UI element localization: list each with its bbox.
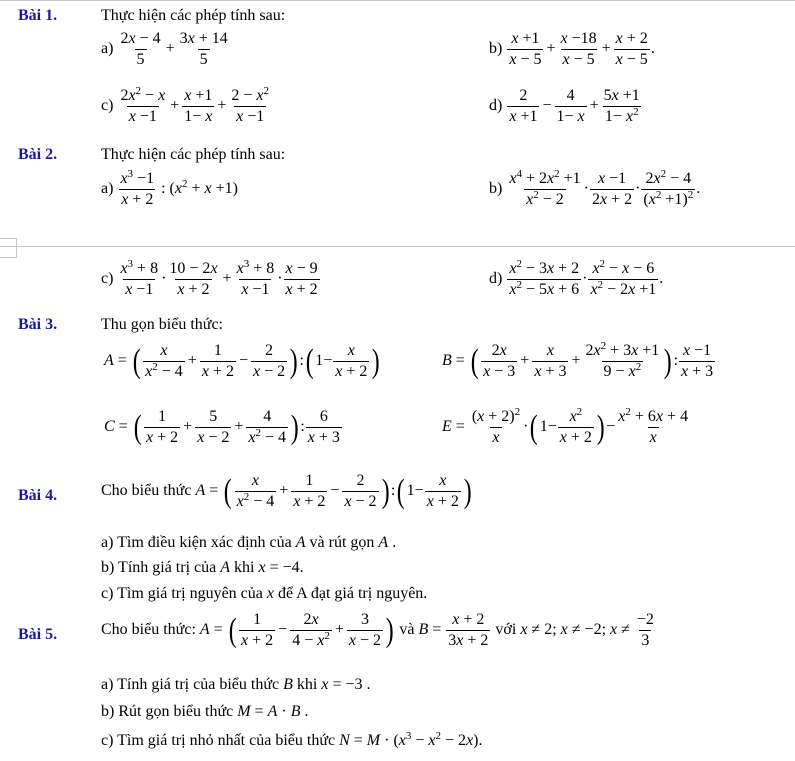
ex4-qb-text: b) Tính giá trị của xyxy=(101,559,217,576)
ex5-qa-text2: khi xyxy=(296,676,318,693)
ex2-part-c: c) $\frac{x^3 + 8}{x -1}$ · $\frac{10 - 2x}{x + 2}$ + $\frac{x^3 + 8}{x -1}$ · $\frac{x - 9}{x + 2}$ xyxy=(101,258,318,298)
ex5-qc-text: c) Tìm giá trị nhỏ nhất của biểu thức xyxy=(101,732,336,749)
ex5-qb-text: b) Rút gọn biểu thức xyxy=(101,703,234,720)
exercise-1-instruction: Thực hiện các phép tính sau: xyxy=(101,7,286,24)
ex5-and: và xyxy=(399,621,415,639)
ex1-part-a: a) $\frac{2x - 4}{5}$ + $\frac{3x + 14}{5}$ xyxy=(101,30,228,68)
ex4-question-a: a) Tìm điều kiện xác định của A và rút gọn A . xyxy=(101,534,397,551)
ex2-part-a: a) $\frac{x^3 -1}{x + 2}$ : $(x^2 + x +1)$ xyxy=(101,168,238,208)
exercise-2-label: Bài 2. xyxy=(18,146,58,163)
ex2-part-d: d) $\frac{x^2 - 3x + 2}{x^2 - 5x + 6}$ · $\frac{x^2 - x - 6}{x^2 - 2x +1}$ . xyxy=(489,258,664,298)
ex1-part-c: c) $\frac{2x^2 - x}{x -1}$ + $\frac{x +1}{1- x}$ + $\frac{2 - x^2}{x -1}$ xyxy=(101,85,270,125)
ex3-expr-C: C = ( $\frac{1}{x + 2}$ + $\frac{5}{x - 2}$ + $\frac{4}{x^2 - 4}$ ) : $\frac{6}{x + 3}$ xyxy=(104,408,340,446)
ex4-qa-text2: và rút gọn xyxy=(309,534,375,551)
ex3-expr-B: B = ( $\frac{2x}{x - 3}$ + $\frac{x}{x + 3}$ + $\frac{2x^2 + 3x +1}{9 - x^2}$ ) : $\frac{x -1}{x + 3}$ xyxy=(442,340,714,380)
part-b-label: b) xyxy=(489,180,503,198)
exercise-2-instruction: Thực hiện các phép tính sau: xyxy=(101,146,286,163)
ex4-intro: Cho biểu thức xyxy=(101,482,192,500)
ex5-statement: Cho biểu thức: A = ( $\frac{1}{x + 2}$ − $\frac{2x}{4 - x^2}$ + $\frac{3}{x - 2}$ ) và B = $\frac{x + 2}{3x + 2}$ với x ≠ 2; x ≠ −2; x ≠ $\frac{-2}{3}$ xyxy=(101,611,654,649)
ex4-statement: Cho biểu thức A = ( $\frac{x}{x^2 - 4}$ + $\frac{1}{x + 2}$ − $\frac{2}{x - 2}$ ) :( 1− $\frac{x}{x + 2}$ ) xyxy=(101,472,472,510)
ex2-part-b: b) $\frac{x^4 + 2x^2 +1}{x^2 - 2}$ · $\frac{x -1}{2x + 2}$ · $\frac{2x^2 - 4}{(x^2 +1)^2}$ . xyxy=(489,168,701,208)
top-rule xyxy=(0,0,795,1)
ex4-qb-text2: khi xyxy=(234,559,255,576)
part-c-label: c) xyxy=(101,97,114,115)
part-d-label: d) xyxy=(489,270,503,288)
exercise-4-label: Bài 4. xyxy=(18,487,58,504)
ex5-question-b: b) Rút gọn biểu thức M = A · B . xyxy=(101,703,309,720)
exercise-3-label: Bài 3. xyxy=(18,316,58,333)
ex1-part-b: b) $\frac{x +1}{x - 5}$ + $\frac{x -18}{x - 5}$ + $\frac{x + 2}{x - 5}$ . xyxy=(489,30,655,68)
ex5-qa-text: a) Tính giá trị của biểu thức xyxy=(101,676,280,693)
ex4-question-c: c) Tìm giá trị nguyên của x để A đạt giá trị nguyên. xyxy=(101,585,428,602)
part-d-label: d) xyxy=(489,97,503,115)
ex5-question-a: a) Tính giá trị của biểu thức B khi x = −3 . xyxy=(101,676,371,693)
ex5-question-c: c) Tìm giá trị nhỏ nhất của biểu thức $N = M \cdot (x^3 - x^2 - 2x)$. xyxy=(101,730,483,749)
exercise-1-label: Bài 1. xyxy=(18,7,58,24)
ex5-intro: Cho biểu thức: xyxy=(101,621,196,639)
ex4-qc-text2: để A đạt giá trị nguyên. xyxy=(277,585,428,602)
ex4-qa-text: a) Tìm điều kiện xác định của xyxy=(101,534,292,551)
part-c-label: c) xyxy=(101,270,114,288)
part-a-label: a) xyxy=(101,40,114,58)
ex1-part-d: d) $\frac{2}{x +1}$ − $\frac{4}{1- x}$ + $\frac{5x +1}{1- x^2}$ xyxy=(489,87,640,125)
margin-marker xyxy=(0,238,17,258)
exercise-5-label: Bài 5. xyxy=(18,626,58,643)
ex4-question-b: b) Tính giá trị của A khi x = −4. xyxy=(101,559,304,576)
ex4-qc-text: c) Tìm giá trị nguyên của xyxy=(101,585,263,602)
ex5-with: với xyxy=(495,621,517,639)
section-rule xyxy=(0,246,795,247)
part-b-label: b) xyxy=(489,40,503,58)
part-a-label: a) xyxy=(101,180,114,198)
ex3-expr-E: E = $\frac{(x + 2)^2}{x}$ ·( 1− $\frac{x^2}{x + 2}$ ) − $\frac{x^2 + 6x + 4}{x}$ xyxy=(442,406,689,446)
ex3-expr-A: A = ( $\frac{x}{x^2 - 4}$ + $\frac{1}{x + 2}$ − $\frac{2}{x - 2}$ ) :( 1− $\frac{x}{x + 2}$ ) xyxy=(104,342,381,380)
exercise-3-instruction: Thu gọn biểu thức: xyxy=(101,316,223,333)
